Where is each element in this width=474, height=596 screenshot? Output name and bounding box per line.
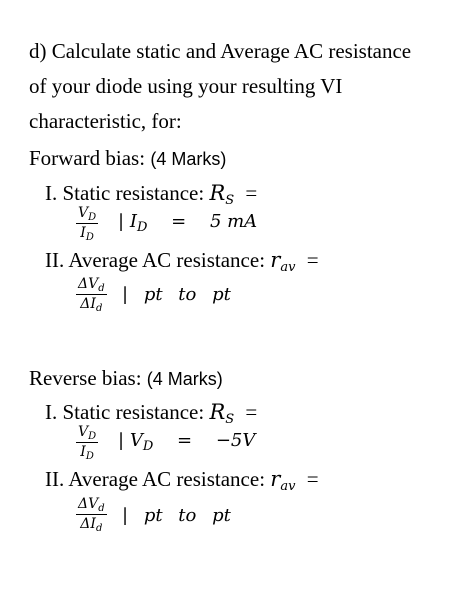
fraction-numerator: $V_D$ xyxy=(78,205,97,223)
reverse-static-equals: = xyxy=(245,400,258,424)
forward-ac-line xyxy=(45,248,319,275)
reverse-ac-symbol: $r_{av}$ xyxy=(270,467,296,494)
reverse-bias-title xyxy=(29,366,223,391)
forward-static-label: I. Static resistance: xyxy=(45,181,205,205)
forward-static-fraction xyxy=(76,205,98,242)
reverse-bias-marks: (4 Marks) xyxy=(146,369,223,389)
fraction-numerator: $\Delta V_d$ xyxy=(78,496,105,514)
heading-line-2: of your diode using your resulting VI xyxy=(29,74,343,98)
reverse-static-line xyxy=(45,400,258,427)
reverse-ac-line xyxy=(45,467,319,494)
reverse-ac-equals: = xyxy=(306,467,319,491)
forward-ac-label: II. Average AC resistance: xyxy=(45,248,266,272)
forward-static-equals: = xyxy=(245,181,258,205)
forward-bias-label: Forward bias: xyxy=(29,146,146,170)
forward-ac-range: | pt to pt xyxy=(122,284,231,305)
reverse-static-condition: | $V_D = -5V$ xyxy=(118,430,256,454)
forward-bias-title xyxy=(29,146,226,171)
reverse-static-fraction xyxy=(76,424,98,461)
forward-static-line xyxy=(45,181,258,208)
forward-static-condition: | $I_D = 5$ mA xyxy=(118,211,258,235)
heading-line-1: d) Calculate static and Average AC resistance xyxy=(29,39,412,63)
reverse-static-symbol: $R_S$ xyxy=(209,400,235,427)
reverse-ac-label: II. Average AC resistance: xyxy=(45,467,266,491)
fraction-numerator: $V_D$ xyxy=(78,424,97,442)
forward-static-symbol: $R_S$ xyxy=(209,181,235,208)
heading-line-3: characteristic, for: xyxy=(29,109,182,133)
forward-ac-symbol: $r_{av}$ xyxy=(270,248,296,275)
forward-ac-equals: = xyxy=(306,248,319,272)
fraction-denominator: $\Delta I_d$ xyxy=(80,516,103,534)
fraction-numerator: $\Delta V_d$ xyxy=(78,276,105,294)
fraction-denominator: $I_D$ xyxy=(80,444,94,462)
reverse-ac-range: | pt to pt xyxy=(122,505,231,526)
reverse-ac-fraction xyxy=(76,496,107,533)
forward-bias-marks: (4 Marks) xyxy=(150,149,227,169)
forward-ac-fraction xyxy=(76,276,107,313)
reverse-bias-label: Reverse bias: xyxy=(29,366,142,390)
fraction-denominator: $I_D$ xyxy=(80,225,94,243)
reverse-static-label: I. Static resistance: xyxy=(45,400,205,424)
fraction-denominator: $\Delta I_d$ xyxy=(80,296,103,314)
